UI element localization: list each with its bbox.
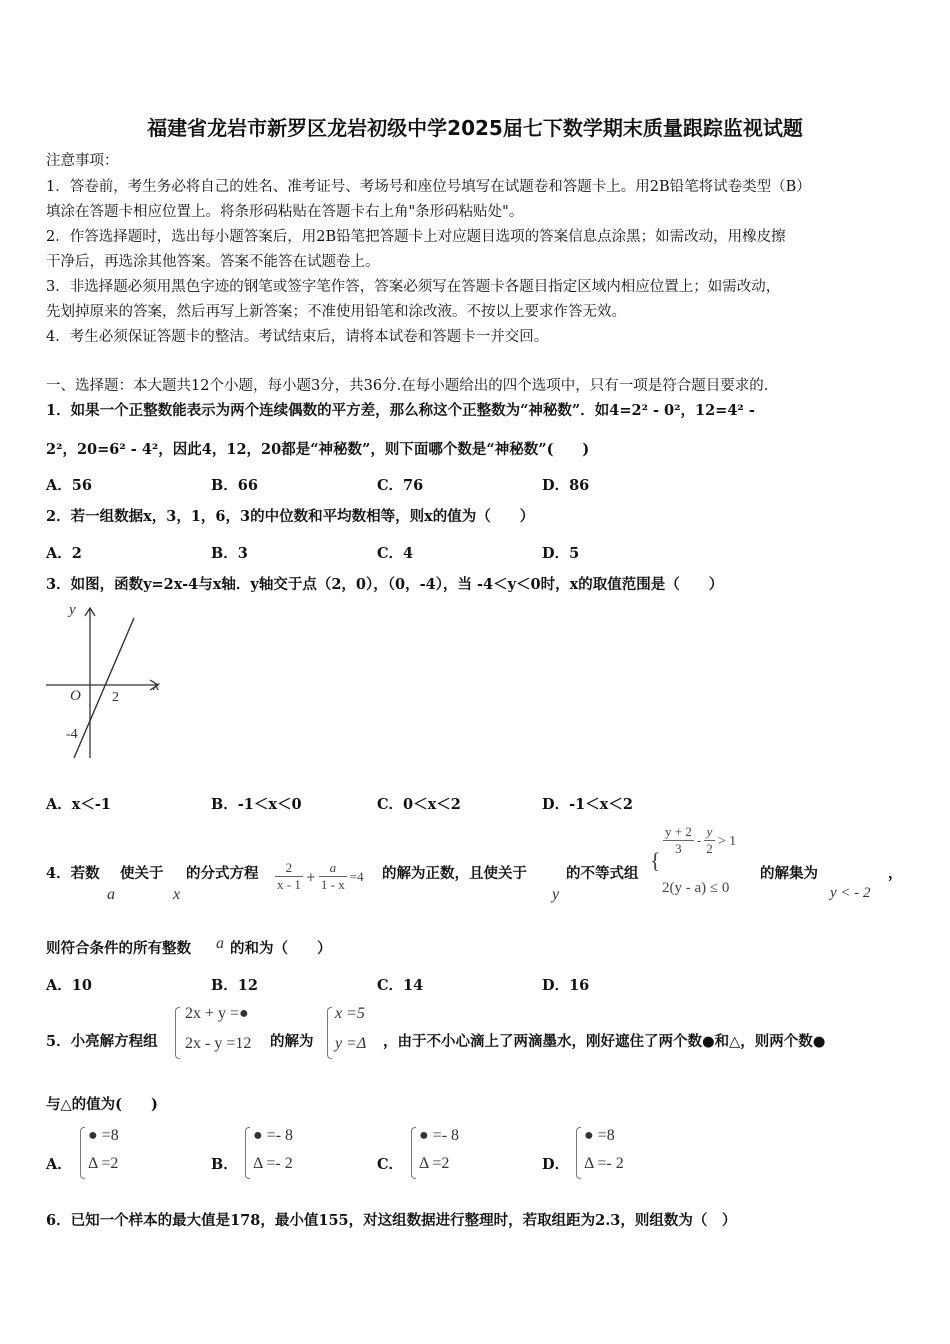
q1-text-line2: 2²，20=6² - 4²，因此4，12，20都是“神秘数”，则下面哪个数是“神秘数”( ) bbox=[46, 441, 590, 458]
system-brace: { bbox=[650, 848, 661, 873]
q4-option-b[interactable]: B．12 bbox=[211, 977, 258, 994]
function-line bbox=[74, 618, 134, 758]
notice-line: 干净后，再选涂其他答案。答案不能答在试题卷上。 bbox=[46, 254, 380, 270]
x-axis-label: x bbox=[153, 678, 160, 694]
notice-line: 4．考生必须保证答题卡的整洁。考试结束后，请将本试卷和答题卡一并交回。 bbox=[46, 329, 549, 345]
notice-line: 2．作答选择题时，选出每小题答案后，用2B铅笔把答题卡上对应题目选项的答案信息点涂黑；如需改动，用橡皮擦 bbox=[46, 229, 786, 245]
system-bracket bbox=[175, 1007, 180, 1059]
q4-text-part: 的不等式组 bbox=[566, 865, 639, 882]
q4-option-a[interactable]: A．10 bbox=[46, 977, 92, 994]
q4-text-part: 4．若数 bbox=[46, 865, 100, 882]
notice-line: 填涂在答题卡相应位置上。将条形码粘贴在答题卡右上角"条形码粘贴处"。 bbox=[46, 204, 524, 220]
q4-frac1: $\frac{2}{x - 1}$ bbox=[277, 860, 301, 892]
origin-label: O bbox=[70, 688, 81, 704]
notice-line: 1．答卷前，考生务必将自己的姓名、准考证号、考场号和座位号填写在试题卷和答题卡上。用2B铅笔将试卷类型（B） bbox=[46, 179, 811, 195]
q6-text: 6．已知一个样本的最大值是178，最小值155，对这组数据进行整理时，若取组距为2.3，则组数为（ ） bbox=[46, 1212, 737, 1229]
y-tick-label: -4 bbox=[66, 727, 78, 742]
q1-option-a[interactable]: A．56 bbox=[46, 477, 92, 494]
q1-text-line1: 1．如果一个正整数能表示为两个连续偶数的平方差，那么称这个正整数为“神秘数”．如4=2² - 0²，12=4² - bbox=[46, 402, 755, 419]
q3-text: 3．如图，函数y=2x-4与x轴．y轴交于点（2，0），（0，-4），当 -4＜y＜0时，x的取值范围是（ ） bbox=[46, 576, 724, 593]
notice-line: 3．非选择题必须用黑色字迹的钢笔或签字笔作答，答案必须写在答题卡各题目指定区域内相应位置上；如需改动， bbox=[46, 279, 781, 295]
q4-var-y: y bbox=[552, 886, 560, 903]
system-bracket bbox=[327, 1007, 332, 1059]
q5-text-line2: 与△的值为( ) bbox=[46, 1096, 158, 1113]
q2-option-c[interactable]: C．4 bbox=[377, 545, 414, 562]
q4-var-a: a bbox=[107, 886, 115, 903]
q3-option-c[interactable]: C．0＜x＜2 bbox=[377, 796, 461, 813]
q4-text-part: 的解集为 bbox=[760, 865, 818, 882]
q3-option-a[interactable]: A．x＜-1 bbox=[46, 796, 112, 813]
q2-option-d[interactable]: D．5 bbox=[542, 545, 580, 562]
q2-option-a[interactable]: A．2 bbox=[46, 545, 82, 562]
q2-option-b[interactable]: B．3 bbox=[211, 545, 248, 562]
notice-line: 先划掉原来的答案，然后再写上新答案；不准使用铅笔和涂改液。不按以上要求作答无效。 bbox=[46, 304, 626, 320]
q4-frac2: $\frac{a}{1 - x}$ bbox=[320, 860, 345, 892]
q3-option-b[interactable]: B．-1＜x＜0 bbox=[211, 796, 302, 813]
q1-option-b[interactable]: B．66 bbox=[211, 477, 258, 494]
q5-option-c[interactable]: C． ● =- 8 Δ =2 bbox=[377, 1125, 497, 1181]
notice-heading: 注意事项： bbox=[46, 153, 119, 169]
q4-inequality-system: { $\frac{y + 2}{3}$ - $\frac{y}{2}$ > 1 2(y - a) ≤ 0 bbox=[650, 824, 737, 896]
q4-text-part: 使关于 bbox=[120, 865, 164, 882]
q5-option-b[interactable]: B． ● =- 8 Δ =- 2 bbox=[211, 1125, 331, 1181]
q5-system2: x =5 y =Δ bbox=[325, 1005, 395, 1061]
section-heading: 一、选择题：本大题共12个小题，每小题3分，共36分.在每小题给出的四个选项中，只有一项是符合题目要求的. bbox=[46, 378, 769, 394]
q4-solution: y < - 2 bbox=[830, 885, 871, 901]
q4-comma: ， bbox=[888, 865, 903, 882]
q4-option-c[interactable]: C．14 bbox=[377, 977, 424, 994]
q4-option-d[interactable]: D．16 bbox=[542, 977, 590, 994]
q5-option-a[interactable]: A． ● =8 Δ =2 bbox=[46, 1125, 166, 1181]
x-tick-label: 2 bbox=[112, 690, 119, 705]
q5-system1: 2x + y =● 2x - y =12 bbox=[173, 1005, 273, 1061]
q1-option-c[interactable]: C．76 bbox=[377, 477, 424, 494]
q4-var-x: x bbox=[173, 886, 181, 903]
q1-option-d[interactable]: D．86 bbox=[542, 477, 590, 494]
q2-text: 2．若一组数据x，3，1，6，3的中位数和平均数相等，则x的值为（ ） bbox=[46, 508, 535, 525]
y-axis-label: y bbox=[69, 602, 76, 618]
page-title: 福建省龙岩市新罗区龙岩初级中学2025届七下数学期末质量跟踪监视试题 bbox=[147, 116, 803, 140]
q3-option-d[interactable]: D．-1＜x＜2 bbox=[542, 796, 633, 813]
q4-text-part: 的分式方程 bbox=[186, 865, 259, 882]
q4-text-part: 的解为正数，且使关于 bbox=[382, 865, 527, 882]
q4-fraction-equation: $\frac{2}{x - 1}$ + $\frac{a}{1 - x}$ =4 bbox=[277, 860, 364, 892]
q3-graph bbox=[40, 598, 170, 768]
q5-option-d[interactable]: D． ● =8 Δ =- 2 bbox=[542, 1125, 662, 1181]
